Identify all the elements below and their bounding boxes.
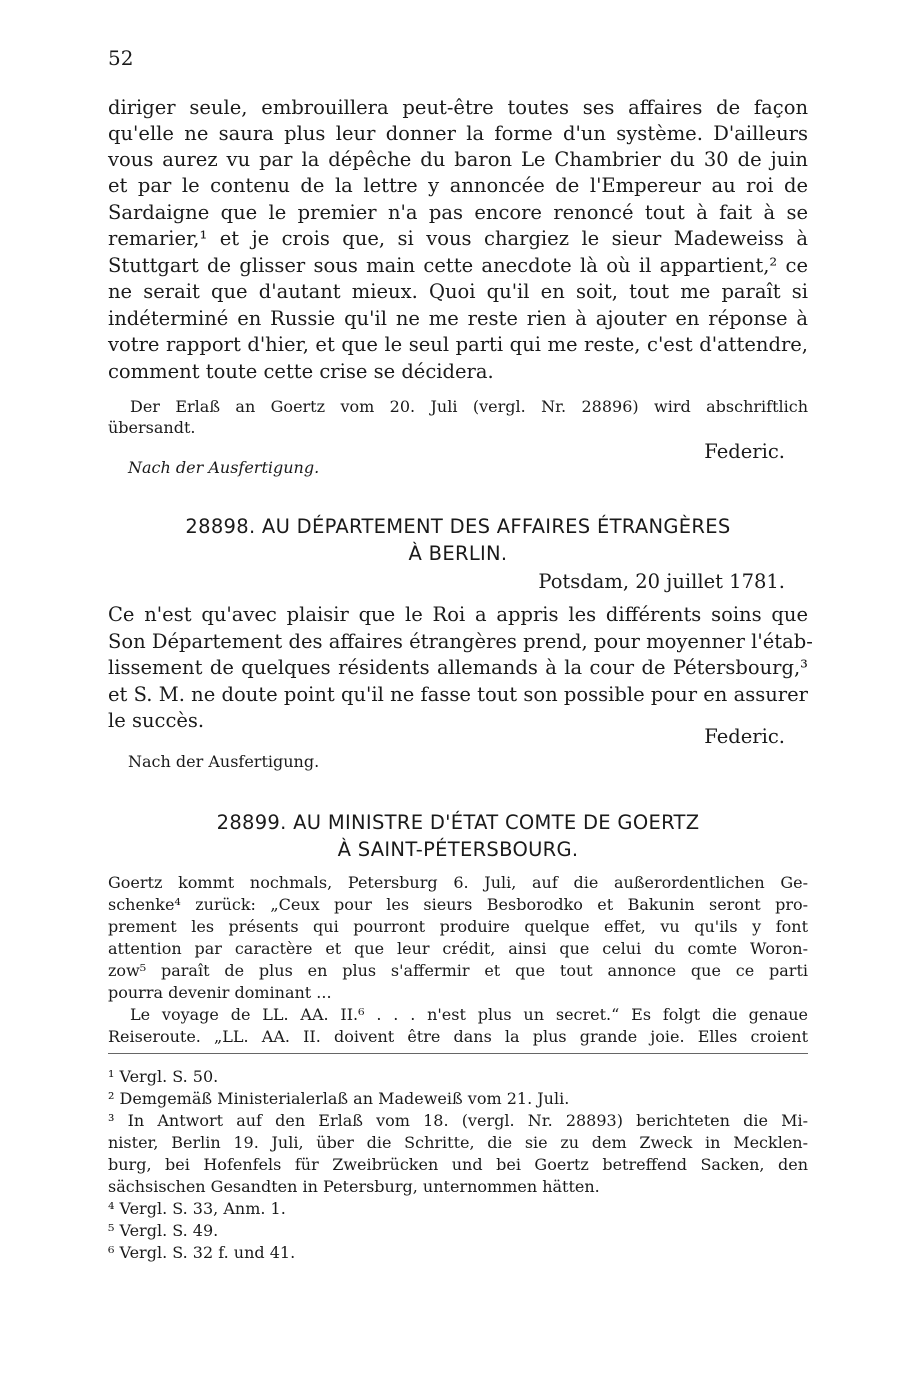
- body-line: diriger seule, embrouillera peut-être toutes ses affaires de façon: [108, 96, 808, 119]
- body-line: indéterminé en Russie qu'il ne me reste rien à ajouter en réponse à: [108, 307, 808, 330]
- footnote: ¹ Vergl. S. 50.: [108, 1067, 219, 1086]
- signature: Federic.: [704, 440, 785, 463]
- footnote: ⁶ Vergl. S. 32 f. und 41.: [108, 1243, 296, 1262]
- body-line: votre rapport d'hier, et que le seul parti qui me reste, c'est d'attendre,: [108, 333, 808, 356]
- body-line: remarier,¹ et je crois que, si vous chargiez le sieur Madeweiss à: [108, 227, 808, 250]
- body-line: le succès.: [108, 709, 205, 732]
- footnote-line: nister, Berlin 19. Juli, über die Schritte, die sie zu dem Zweck in Mecklen-: [108, 1133, 808, 1152]
- dateline: Potsdam, 20 juillet 1781.: [538, 570, 785, 593]
- footnote-line: sächsischen Gesandten in Petersburg, unternommen hätten.: [108, 1177, 600, 1196]
- page-number: 52: [108, 46, 134, 70]
- footnote: ⁵ Vergl. S. 49.: [108, 1221, 219, 1240]
- letter-heading-line2: À BERLIN.: [408, 542, 508, 565]
- body-line: comment toute cette crise se décidera.: [108, 360, 494, 383]
- footnote: ⁴ Vergl. S. 33, Anm. 1.: [108, 1199, 286, 1218]
- body-line: et par le contenu de la lettre y annoncée de l'Empereur au roi de: [108, 174, 808, 197]
- summary-line: pourra devenir dominant ...: [108, 983, 332, 1002]
- body-line: Ce n'est qu'avec plaisir que le Roi a appris les différents soins que: [108, 603, 808, 626]
- body-line: Son Département des affaires étrangères prend, pour moyenner l'étab-: [108, 630, 813, 653]
- summary-line: zow⁵ paraît de plus en plus s'affermir et que tout annonce que ce parti: [108, 961, 808, 980]
- body-line: Sardaigne que le premier n'a pas encore renoncé tout à fait à se: [108, 201, 808, 224]
- signature: Federic.: [704, 725, 785, 748]
- body-line: Stuttgart de glisser sous main cette anecdote là où il appartient,² ce: [108, 254, 808, 277]
- summary-line: prement les présents qui pourront produire quelque effet, vu qu'ils y font: [108, 917, 808, 936]
- body-line: vous aurez vu par la dépêche du baron Le Chambrier du 30 de juin: [108, 148, 808, 171]
- summary-line: schenke⁴ zurück: „Ceux pour les sieurs Besborodko et Bakunin seront pro-: [108, 895, 808, 914]
- letter-heading: 28899. AU MINISTRE D'ÉTAT COMTE DE GOERTZ: [216, 811, 700, 834]
- footnote-line: burg, bei Hofenfels für Zweibrücken und bei Goertz betreffend Sacken, den: [108, 1155, 808, 1174]
- summary-line: Le voyage de LL. AA. II.⁶ . . . n'est plus un secret.“ Es folgt die genaue: [130, 1005, 808, 1024]
- letter-heading: 28898. AU DÉPARTEMENT DES AFFAIRES ÉTRANGÈRES: [185, 515, 731, 538]
- footnote: ² Demgemäß Ministerialerlaß an Madeweiß vom 21. Juli.: [108, 1089, 570, 1108]
- body-line: qu'elle ne saura plus leur donner la forme d'un système. D'ailleurs: [108, 122, 808, 145]
- source-note: Nach der Ausfertigung.: [128, 458, 320, 477]
- summary-line: Reiseroute. „LL. AA. II. doivent être dans la plus grande joie. Elles croient: [108, 1027, 808, 1046]
- letter-heading-line2: À SAINT-PÉTERSBOURG.: [337, 838, 579, 861]
- editorial-note-line: übersandt.: [108, 418, 196, 437]
- editorial-note-line: Der Erlaß an Goertz vom 20. Juli (vergl. Nr. 28896) wird abschriftlich: [130, 397, 808, 416]
- body-line: et S. M. ne doute point qu'il ne fasse tout son possible pour en assurer: [108, 683, 808, 706]
- summary-line: attention par caractère et que leur crédit, ainsi que celui du comte Woron-: [108, 939, 808, 958]
- footnote: ³ In Antwort auf den Erlaß vom 18. (vergl. Nr. 28893) berichteten die Mi-: [108, 1111, 808, 1130]
- body-line: lissement de quelques résidents allemands à la cour de Pétersbourg,³: [108, 656, 808, 679]
- source-note: Nach der Ausfertigung.: [128, 752, 320, 771]
- footnote-divider: [108, 1053, 808, 1054]
- summary-line: Goertz kommt nochmals, Petersburg 6. Juli, auf die außerordentlichen Ge-: [108, 873, 808, 892]
- body-line: ne serait que d'autant mieux. Quoi qu'il en soit, tout me paraît si: [108, 280, 808, 303]
